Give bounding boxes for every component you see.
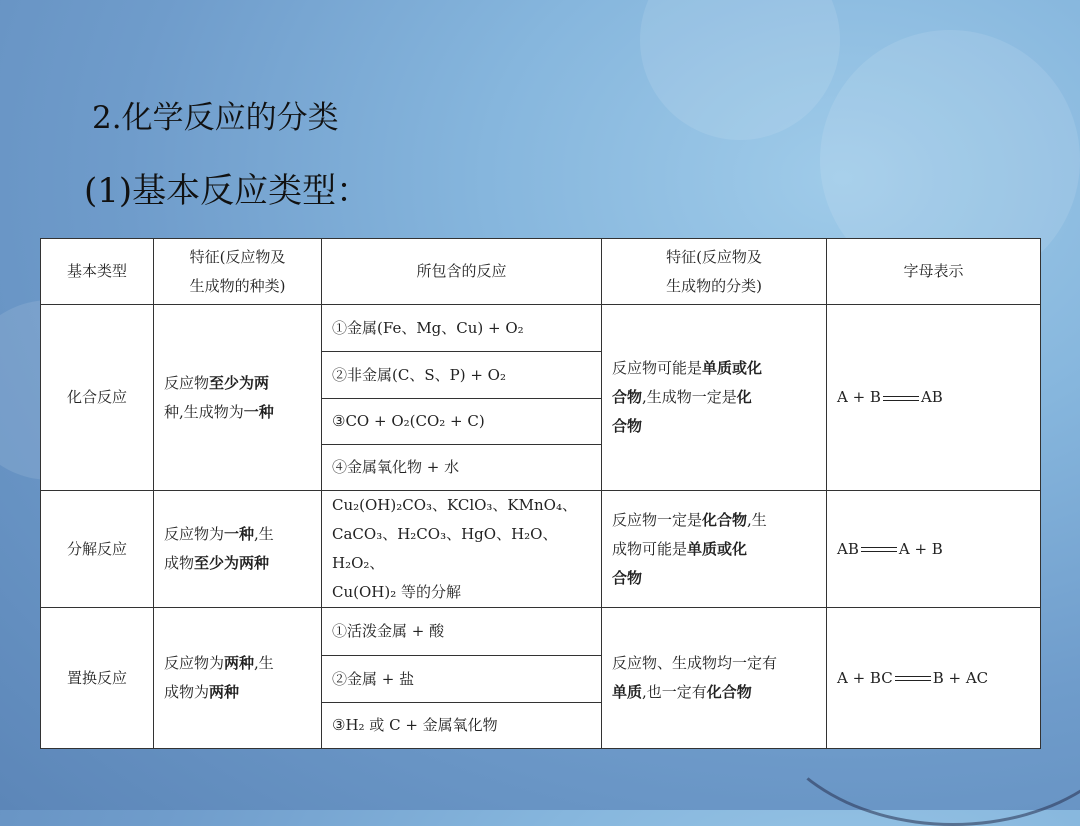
table-header-row (41, 239, 1041, 305)
equals-arrow-icon (883, 396, 919, 401)
classification-cell: 反应物一定是化合物,生 成物可能是单质或化 合物 (602, 491, 827, 608)
formula-cell: AB A + B (827, 491, 1041, 608)
table-row (41, 305, 1041, 352)
reaction-types-table (40, 238, 1041, 749)
header-cell: 基本类型 (41, 239, 154, 305)
reaction-cell: ④金属氧化物 + 水 (322, 445, 602, 491)
equals-arrow-icon (861, 547, 897, 552)
feature-cell: 反应物为一种,生 成物至少为两种 (154, 491, 322, 608)
formula-cell: A + B AB (827, 305, 1041, 491)
background-bokeh (640, 0, 840, 140)
classification-cell: 反应物可能是单质或化 合物,生成物一定是化 合物 (602, 305, 827, 491)
section-heading: 2.化学反应的分类 (92, 100, 339, 136)
feature-cell: 反应物至少为两 种,生成物为一种 (154, 305, 322, 491)
equals-arrow-icon (895, 676, 931, 681)
type-cell: 置换反应 (41, 608, 154, 749)
header-cell: 特征(反应物及 生成物的分类) (602, 239, 827, 305)
type-cell: 化合反应 (41, 305, 154, 491)
feature-cell: 反应物为两种,生 成物为两种 (154, 608, 322, 749)
subsection-heading: (1)基本反应类型： (84, 171, 371, 211)
reaction-cell: ①活泼金属 + 酸 (322, 608, 602, 656)
header-cell: 字母表示 (827, 239, 1041, 305)
reaction-cell: ②金属 + 盐 (322, 656, 602, 703)
reaction-cell: ③CO + O₂(CO₂ + C) (322, 399, 602, 445)
classification-cell: 反应物、生成物均一定有 单质,也一定有化合物 (602, 608, 827, 749)
header-cell: 所包含的反应 (322, 239, 602, 305)
reaction-cell: Cu₂(OH)₂CO₃、KClO₃、KMnO₄、 CaCO₃、H₂CO₃、HgO、H₂O、H₂O₂、 Cu(OH)₂ 等的分解 (322, 491, 602, 608)
formula-cell: A + BC B + AC (827, 608, 1041, 749)
reaction-cell: ③H₂ 或 C + 金属氧化物 (322, 703, 602, 749)
table-row (41, 608, 1041, 656)
reaction-cell: ①金属(Fe、Mg、Cu) + O₂ (322, 305, 602, 352)
header-cell: 特征(反应物及 生成物的种类) (154, 239, 322, 305)
reaction-cell: ②非金属(C、S、P) + O₂ (322, 352, 602, 399)
type-cell: 分解反应 (41, 491, 154, 608)
table-row (41, 491, 1041, 608)
